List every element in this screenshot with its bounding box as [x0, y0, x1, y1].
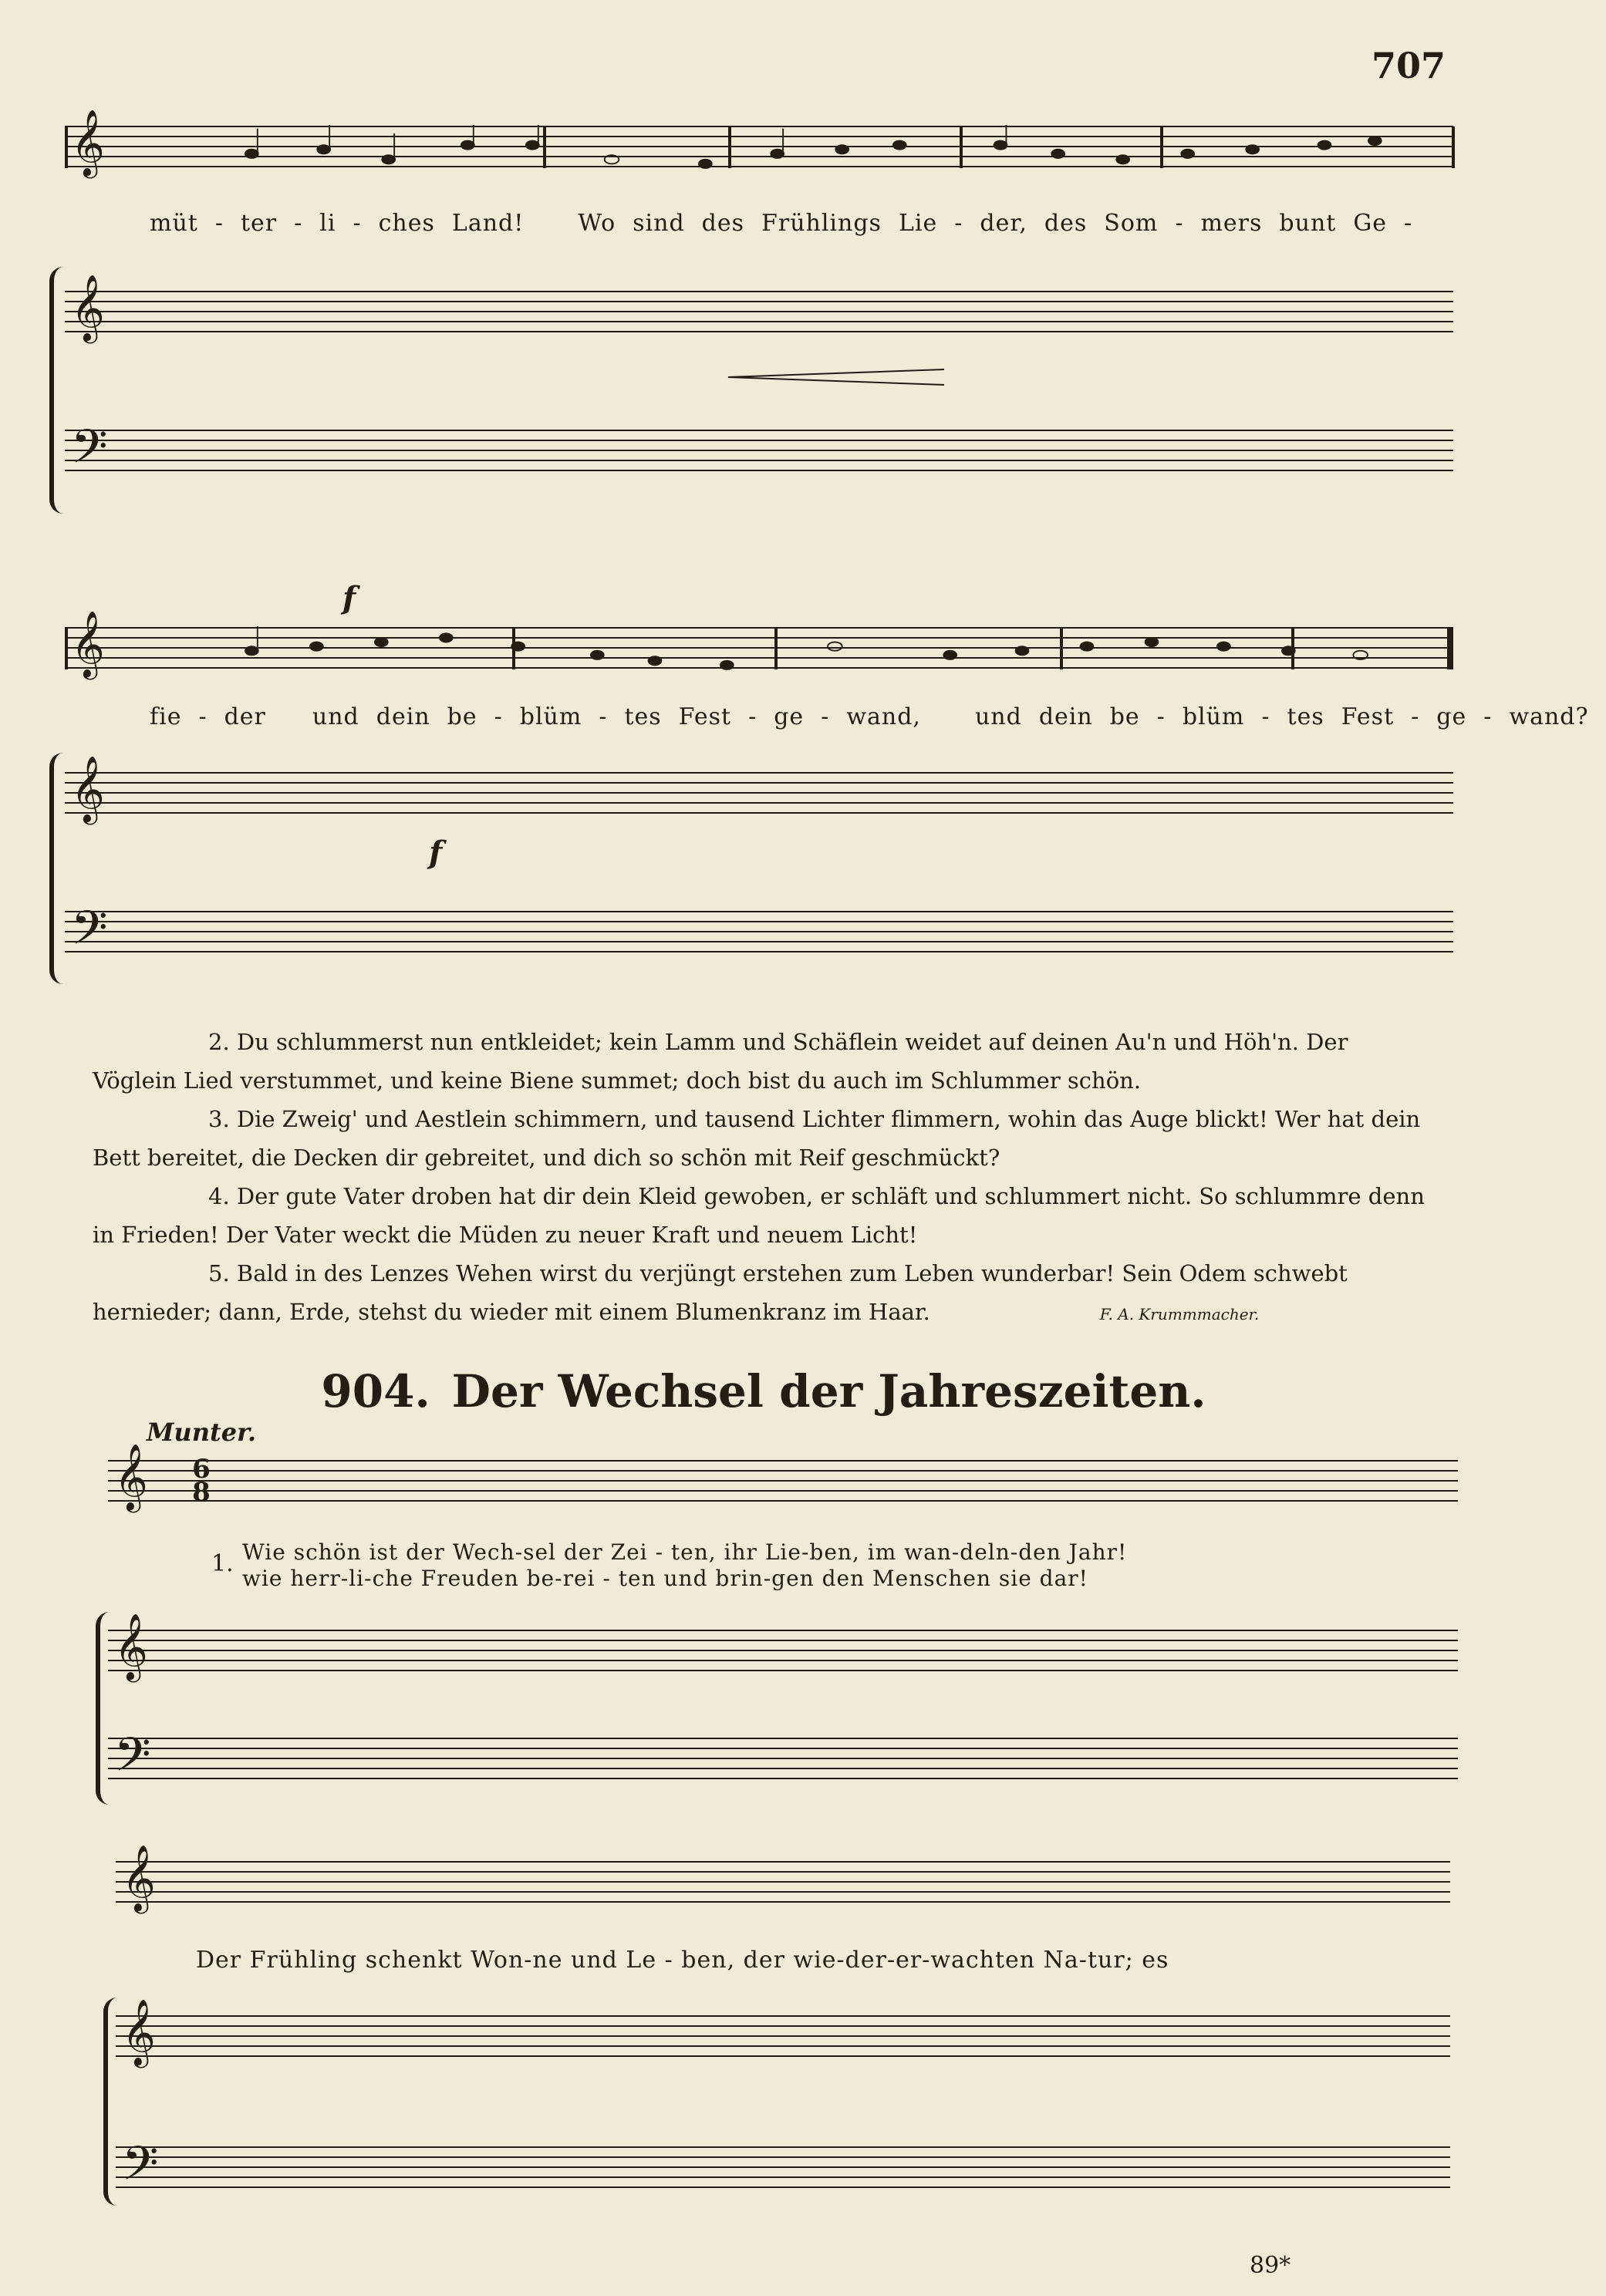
syllable: wand, [846, 703, 921, 730]
tempo-marking: Munter. [147, 1418, 257, 1447]
syllable: Fest [1341, 703, 1395, 730]
treble-clef-icon: 𝄞 [71, 110, 105, 176]
syllable: Wo [578, 210, 616, 237]
syllable: wand? [1509, 703, 1589, 730]
syllable: tes [1287, 703, 1324, 730]
syllable: dein [376, 703, 430, 730]
barline [65, 126, 68, 168]
lyrics-line-4: Der Frühling schenkt Won-ne und Le - ben, der wie-der-er-wachten Na-tur; es [196, 1947, 1169, 1974]
piano-right-hand-staff [65, 756, 1453, 822]
treble-clef-icon: 𝄞 [122, 1999, 156, 2065]
syllable: - [1175, 210, 1184, 237]
syllable: - [1156, 703, 1166, 730]
footer-signature: 89* [1250, 2252, 1291, 2279]
barline [512, 628, 515, 669]
music-system-4 [49, 1845, 1455, 2221]
syllable: - [821, 703, 830, 730]
barline [728, 126, 731, 168]
forte-marking: f [429, 834, 443, 871]
music-system-2 [49, 580, 1589, 1003]
vocal-notes [181, 125, 1453, 168]
piano-left-hand-staff [65, 420, 1453, 486]
syllable: und [312, 703, 359, 730]
treble-clef-icon: 𝄞 [71, 275, 105, 341]
syllable: mers [1200, 210, 1263, 237]
verse-number: 1. [211, 1550, 234, 1577]
syllable: sind [633, 210, 685, 237]
treble-clef-icon: 𝄞 [71, 611, 105, 677]
syllable: - [1483, 703, 1493, 730]
barline [1060, 628, 1063, 669]
syllable: - [494, 703, 503, 730]
barline [774, 628, 778, 669]
piano-brace [49, 753, 63, 984]
song-number: 904. [321, 1365, 430, 1418]
syllable: - [353, 210, 362, 237]
piano-right-hand-staff [65, 275, 1453, 341]
syllable: des [1044, 210, 1088, 237]
syllable: Fest [678, 703, 732, 730]
verse-5 [93, 1254, 1435, 1333]
music-system-3 [49, 1444, 1455, 1820]
syllable: dein [1038, 703, 1093, 730]
lyrics-line-1 [150, 210, 1461, 237]
piano-left-hand-staff [65, 901, 1453, 967]
syllable: - [294, 210, 303, 237]
treble-clef-icon: 𝄞 [122, 1845, 156, 1911]
syllable: und [974, 703, 1022, 730]
piano-right-hand-staff [116, 1999, 1450, 2065]
bass-clef-icon: 𝄢 [122, 2136, 159, 2203]
bass-clef-icon: 𝄢 [114, 1728, 151, 1794]
song-title [0, 1365, 1527, 1418]
syllable: be [1109, 703, 1140, 730]
vocal-staff [116, 1845, 1450, 1911]
treble-clef-icon: 𝄞 [71, 756, 105, 822]
syllable: ge [1436, 703, 1467, 730]
syllable: - [1404, 210, 1413, 237]
syllable: Som [1104, 210, 1159, 237]
syllable: fie [150, 703, 182, 730]
barline [960, 126, 963, 168]
time-denominator: 8 [192, 1477, 211, 1508]
syllable: Ge [1353, 210, 1388, 237]
syllable: - [1411, 703, 1420, 730]
treble-clef-icon: 𝄞 [114, 1444, 148, 1510]
syllable: - [954, 210, 963, 237]
syllable: bunt [1279, 210, 1337, 237]
syllable: Frühlings [761, 210, 882, 237]
syllable: li [319, 210, 336, 237]
barline [65, 628, 68, 669]
piano-left-hand-staff [108, 1728, 1458, 1794]
author-attribution: F. A. Krummmacher. [1099, 1305, 1260, 1323]
page-number: 707 [1372, 45, 1446, 86]
vocal-notes [181, 626, 1453, 669]
verse-4: 4. Der gute Vater droben hat dir dein Kleid gewoben, er schläft und schlummert nicht. So schlummre denn in Frieden! Der Vater weckt die Müden zu neuer Kraft und neuem Licht! [93, 1183, 1425, 1248]
barline [1160, 126, 1163, 168]
barline [1291, 628, 1294, 669]
verse-2: 2. Du schlummerst nun entkleidet; kein Lamm und Schäflein weidet auf deinen Au'n und Höh'n. Der Vöglein Lied verstummet, und keine Biene summet; doch bist du auch im Schlummer schön. [93, 1029, 1348, 1094]
syllable: be [447, 703, 477, 730]
forte-marking: f [342, 580, 356, 616]
bass-clef-icon: 𝄢 [71, 420, 108, 486]
final-barline [1447, 628, 1453, 669]
verse-1-line-1: Wie schön ist der Wech-sel der Zei - ten, ihr Lie-ben, im wan-deln-den Jahr! [242, 1539, 1128, 1565]
song-name: Der Wechsel der Jahreszeiten. [451, 1365, 1206, 1418]
additional-verses [93, 1023, 1435, 1333]
syllable: - [1261, 703, 1270, 730]
syllable: tes [624, 703, 662, 730]
syllable: müt [150, 210, 198, 237]
barline [1452, 126, 1455, 168]
music-system-1 [49, 110, 1455, 532]
piano-left-hand-staff [116, 2136, 1450, 2203]
piano-right-hand-staff [108, 1613, 1458, 1680]
syllable: - [198, 703, 207, 730]
crescendo-hairpin-icon [728, 369, 944, 386]
barline [543, 126, 546, 168]
syllable: des [701, 210, 745, 237]
syllable: ches [378, 210, 435, 237]
syllable: blüm [1182, 703, 1245, 730]
verse-3: 3. Die Zweig' und Aestlein schimmern, und tausend Lichter flimmern, wohin das Auge blickt! Wer hat dein Bett bereitet, die Decken dir gebreitet, und dich so schön mit Reif geschmückt? [93, 1106, 1421, 1171]
syllable: - [599, 703, 608, 730]
syllable: Land! [451, 210, 525, 237]
piano-brace [49, 267, 63, 514]
vocal-staff [108, 1444, 1458, 1510]
syllable: blüm [519, 703, 582, 730]
verse-1-line-2: wie herr-li-che Freuden be-rei - ten und brin-gen den Menschen sie dar! [242, 1566, 1088, 1591]
syllable: der, [980, 210, 1027, 237]
verse-5-text: 5. Bald in des Lenzes Wehen wirst du verjüngt erstehen zum Leben wunderbar! Sein Odem schwebt hernieder; dann, Erde, stehst du wieder mit einem Blumenkranz im Haar. [93, 1260, 1348, 1325]
syllable: ge [774, 703, 805, 730]
syllable: ter [240, 210, 278, 237]
syllable: - [214, 210, 224, 237]
syllable: - [748, 703, 757, 730]
treble-clef-icon: 𝄞 [114, 1613, 148, 1680]
bass-clef-icon: 𝄢 [71, 901, 108, 967]
syllable: der [224, 703, 266, 730]
lyrics-line-2 [150, 703, 1589, 730]
syllable: Lie [898, 210, 938, 237]
time-numerator: 6 [192, 1454, 211, 1485]
time-signature [190, 1454, 213, 1508]
